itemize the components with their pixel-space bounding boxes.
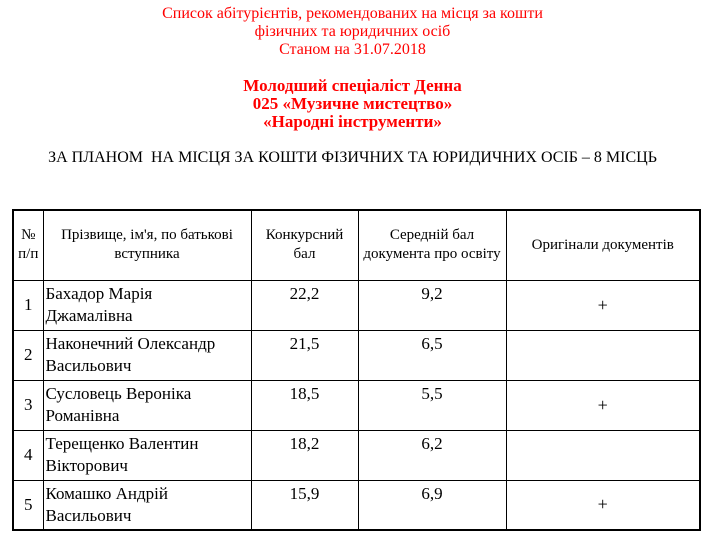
- table-row: [13, 330, 700, 380]
- originals-mark: +: [506, 480, 700, 530]
- competitive-score: 15,9: [251, 480, 358, 530]
- applicant-name: Сусловець Вероніка Романівна: [43, 380, 251, 430]
- avg-score: 5,5: [358, 380, 506, 430]
- header-num: № п/п: [13, 210, 43, 280]
- table-row: [13, 430, 700, 480]
- avg-score: 9,2: [358, 280, 506, 330]
- document-header: [0, 0, 705, 168]
- table-row: [13, 380, 700, 430]
- competitive-score: 18,5: [251, 380, 358, 430]
- applicant-name: Комашко Андрій Васильович: [43, 480, 251, 530]
- avg-score: 6,9: [358, 480, 506, 530]
- row-number: 2: [13, 330, 43, 380]
- row-number: 3: [13, 380, 43, 430]
- table-row: [13, 480, 700, 530]
- table-header-row: [13, 210, 700, 280]
- applicants-table: [12, 209, 701, 531]
- subtitle-code: 025 «Музичне мистецтво»: [252, 94, 453, 113]
- originals-mark: +: [506, 380, 700, 430]
- table-row: [13, 280, 700, 330]
- avg-score: 6,2: [358, 430, 506, 480]
- applicant-name: Терещенко Валентин Вікторович: [43, 430, 251, 480]
- subtitle-instruments: «Народні інструменти»: [263, 112, 442, 131]
- originals-mark: [506, 430, 700, 480]
- row-number: 4: [13, 430, 43, 480]
- competitive-score: 22,2: [251, 280, 358, 330]
- row-number: 5: [13, 480, 43, 530]
- plan-places-line: ЗА ПЛАНОМ НА МІСЦЯ ЗА КОШТИ ФІЗИЧНИХ ТА ЮРИДИЧНИХ ОСІБ – 8 МІСЦЬ: [48, 149, 657, 166]
- applicant-name: Наконечний Олександр Васильович: [43, 330, 251, 380]
- header-avg-score: Середній бал документа про освіту: [358, 210, 506, 280]
- originals-mark: +: [506, 280, 700, 330]
- header-name: Прізвище, ім'я, по батькові вступника: [43, 210, 251, 280]
- subtitle-specialty: Молодший спеціаліст Денна: [243, 76, 462, 95]
- title-date-line: Станом на 31.07.2018: [279, 41, 426, 58]
- title-line-1: Список абітурієнтів, рекомендованих на місця за кошти: [162, 5, 543, 22]
- competitive-score: 18,2: [251, 430, 358, 480]
- title-line-2: фізичних та юридичних осіб: [254, 23, 451, 40]
- competitive-score: 21,5: [251, 330, 358, 380]
- originals-mark: [506, 330, 700, 380]
- avg-score: 6,5: [358, 330, 506, 380]
- header-originals: Оригінали документів: [506, 210, 700, 280]
- row-number: 1: [13, 280, 43, 330]
- applicant-name: Бахадор Марія Джамалівна: [43, 280, 251, 330]
- header-competitive-score: Конкурсний бал: [251, 210, 358, 280]
- program-subtitle: [0, 77, 705, 131]
